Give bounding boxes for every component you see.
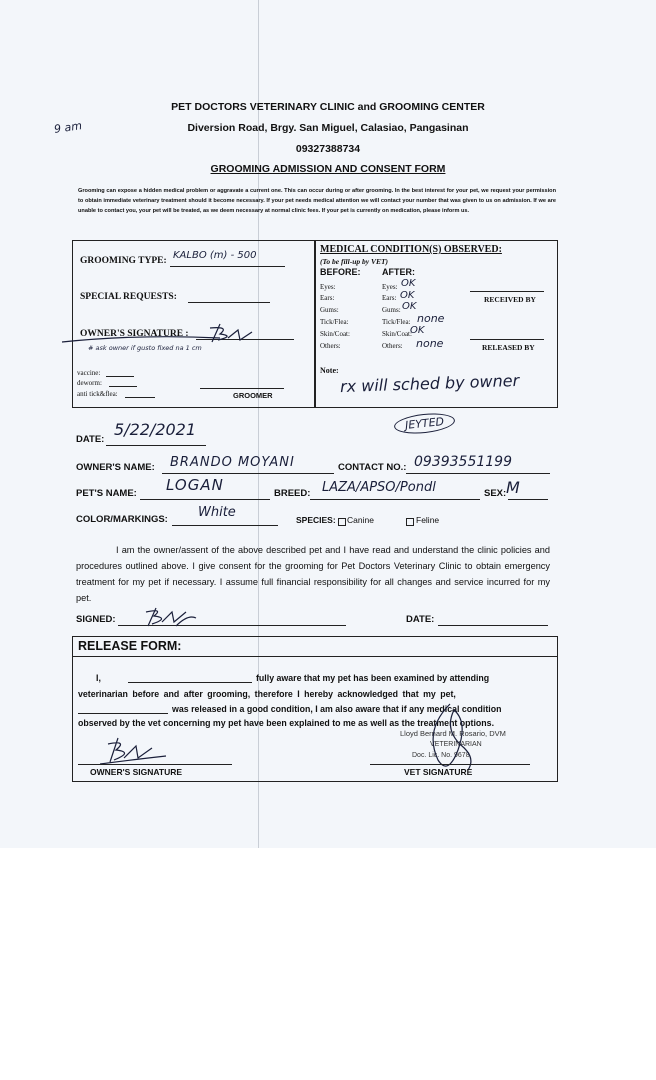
- signed-date-label: DATE:: [406, 614, 435, 625]
- contact-line: [406, 473, 550, 474]
- released-by-label: RELEASED BY: [482, 343, 535, 352]
- sex-label: SEX:: [484, 488, 507, 499]
- medical-subtitle: (To be fill-up by VET): [320, 257, 389, 266]
- date-label: DATE:: [76, 434, 105, 445]
- contact-value: 09393551199: [414, 454, 512, 470]
- release-i-label: I,: [96, 673, 101, 683]
- canine-label: Canine: [347, 515, 374, 525]
- tick-line: [125, 397, 155, 398]
- release-line3: was released in a good condition, I am also aware that if any medical condition: [172, 704, 502, 714]
- release-owner-line: [128, 682, 252, 683]
- pet-name-line: [140, 499, 270, 500]
- feline-label: Feline: [416, 515, 440, 525]
- signed-label: SIGNED:: [76, 614, 116, 625]
- deworm-line: [109, 386, 137, 387]
- after-ears: Ears:: [382, 294, 397, 302]
- release-title: RELEASE FORM:: [78, 639, 182, 653]
- vet-stamp-name: Lloyd Bernard M. Rosario, DVM: [400, 729, 506, 738]
- release-line1: fully aware that my pet has been examined by attending: [256, 673, 490, 683]
- before-gums: Gums:: [320, 306, 339, 314]
- breed-value: LAZA/APSO/Pondl: [322, 480, 436, 495]
- after-skin: Skin/Coat:: [382, 330, 412, 338]
- deworm-label: deworm:: [77, 379, 102, 387]
- before-others: Others:: [320, 342, 341, 350]
- after-others: Others:: [382, 342, 403, 350]
- clinic-name: PET DOCTORS VETERINARY CLINIC and GROOMING CENTER: [171, 101, 485, 113]
- grooming-type-value: KALBO (m) - 500: [173, 250, 257, 261]
- pet-name-label: PET'S NAME:: [76, 488, 137, 499]
- vet-signature-label: VET SIGNATURE: [404, 767, 473, 777]
- skin-value: OK: [410, 325, 425, 336]
- after-label: AFTER:: [382, 267, 415, 277]
- after-gums: Gums:: [382, 306, 401, 314]
- groomer-line: [200, 388, 284, 389]
- owner-name-line: [162, 473, 334, 474]
- species-label: SPECIES:: [296, 515, 336, 525]
- color-value: White: [198, 505, 236, 520]
- owner-signature-release-line: [78, 764, 232, 765]
- note-label: Note:: [320, 366, 339, 375]
- release-line4: observed by the vet concerning my pet have been explained to me as well as the treatment options.: [78, 718, 495, 728]
- vet-stamp-license: Doc. Lic. No. 9678: [412, 752, 470, 759]
- release-pet-line: [78, 713, 168, 714]
- canine-checkbox[interactable]: [338, 518, 346, 526]
- feline-checkbox[interactable]: [406, 518, 414, 526]
- intro-paragraph: Grooming can expose a hidden medical problem or aggravate a current one. This can occur during or after grooming. In the best interest for your pet, we request your permission to obtain immediate veterinary treatment should it become necessary. If your pet needs medical attention we will contact your number that was given to us on admission. If we are unable to contact you, your pet will be treated, as we deem necessary at normal clinic fees. If your pet is currently on medication, please inform us.: [78, 188, 556, 214]
- after-eyes: Eyes:: [382, 283, 398, 291]
- date-value: 5/22/2021: [114, 420, 197, 439]
- color-label: COLOR/MARKINGS:: [76, 514, 168, 525]
- sex-line: [508, 499, 548, 500]
- clinic-phone: 09327388734: [295, 143, 361, 155]
- tick-value: none: [417, 312, 445, 325]
- breed-label: BREED:: [274, 488, 311, 499]
- form-title: GROOMING ADMISSION AND CONSENT FORM: [210, 163, 446, 175]
- received-by-line: [470, 291, 544, 292]
- owner-name-value: BRANDO MOYANI: [170, 455, 295, 470]
- pet-name-value: LOGAN: [166, 476, 224, 494]
- ears-value: OK: [400, 290, 415, 301]
- clinic-address: Diversion Road, Brgy. San Miguel, Calasiao, Pangasinan: [187, 122, 469, 134]
- signed-date-line: [438, 625, 548, 626]
- eyes-value: OK: [401, 278, 416, 289]
- owner-signature-release-label: OWNER'S SIGNATURE: [90, 767, 183, 777]
- others-value: none: [416, 337, 444, 350]
- groomer-label: GROOMER: [233, 391, 273, 400]
- tick-label: anti tick&flea:: [77, 390, 118, 398]
- after-tick: Tick/Flea:: [382, 318, 411, 326]
- ask-owner-note: # ask owner if gusto fixed na 1 cm: [88, 344, 202, 352]
- grooming-type-label: GROOMING TYPE:: [80, 256, 167, 266]
- vaccine-line: [106, 376, 134, 377]
- grooming-type-line: [170, 266, 285, 267]
- owner-signature-label: OWNER'S SIGNATURE :: [80, 329, 189, 339]
- medical-title: MEDICAL CONDITION(S) OBSERVED:: [320, 244, 502, 255]
- before-skin: Skin/Coat:: [320, 330, 350, 338]
- sex-value: M: [506, 478, 520, 497]
- consent-paragraph: I am the owner/assent of the above described pet and I have read and understand the clinic policies and procedures outlined above. I give consent for the grooming for Pet Doctors Veterinary Clinic to obtain emergency treatment for my pet if necessary. I assume full financial responsibility for all changes and service incurred for my pet.: [76, 545, 550, 603]
- owner-name-label: OWNER'S NAME:: [76, 462, 155, 473]
- special-requests-line: [188, 302, 270, 303]
- vet-stamp-title: VETERINARIAN: [430, 741, 482, 748]
- release-line2: veterinarian before and after grooming, therefore I hereby acknowledged that my pet,: [78, 689, 456, 699]
- margin-note: 9 am: [53, 119, 83, 136]
- before-eyes: Eyes:: [320, 283, 336, 291]
- vaccine-label: vaccine:: [77, 369, 101, 377]
- before-label: BEFORE:: [320, 267, 361, 277]
- note-value: rx will sched by owner: [339, 370, 520, 397]
- date-line: [106, 445, 206, 446]
- contact-label: CONTACT NO.:: [338, 462, 407, 473]
- special-requests-label: SPECIAL REQUESTS:: [80, 292, 177, 302]
- release-title-underline: [72, 656, 558, 657]
- received-by-label: RECEIVED BY: [484, 295, 536, 304]
- before-ears: Ears:: [320, 294, 335, 302]
- gums-value: OK: [402, 301, 417, 312]
- vet-signature-line: [370, 764, 530, 765]
- breed-line: [310, 499, 480, 500]
- signed-signature-mark: [140, 604, 210, 630]
- color-line: [172, 525, 278, 526]
- before-tick: Tick/Flea:: [320, 318, 349, 326]
- owner-release-signature-mark: [100, 734, 170, 768]
- initials-stamp: JEYTED: [393, 411, 456, 436]
- released-by-line: [470, 339, 544, 340]
